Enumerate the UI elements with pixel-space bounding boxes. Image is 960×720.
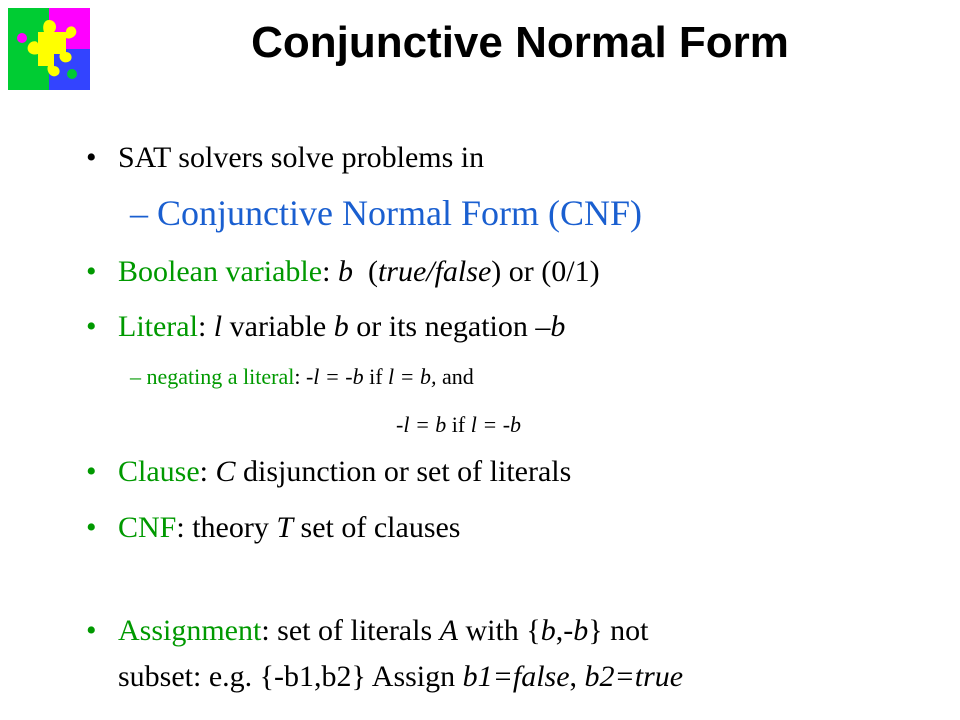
negating-expr1: -l = -b xyxy=(305,364,364,389)
slide-title: Conjunctive Normal Form xyxy=(251,18,789,67)
sat-text: SAT solvers solve problems in xyxy=(118,141,485,174)
bullet-assignment xyxy=(118,614,648,648)
literal-b: b xyxy=(333,310,349,343)
clause-p1: : xyxy=(199,455,216,488)
boolean-term: Boolean variable xyxy=(118,255,323,288)
cnf-p1: : theory xyxy=(176,511,277,544)
negating-line2 xyxy=(396,412,521,438)
clause-term: Clause xyxy=(118,455,200,488)
literal-term: Literal xyxy=(118,310,198,343)
literal-p3: or its negation xyxy=(348,310,536,343)
assignment-p3: ,- xyxy=(555,614,574,647)
bullet-cnf xyxy=(118,511,460,545)
sub-bullet-cnf xyxy=(130,192,642,234)
negating-p3: and xyxy=(436,364,474,389)
clause-c: C xyxy=(215,455,236,488)
cnf-term: CNF xyxy=(118,511,177,544)
boolean-p1: : xyxy=(322,255,338,288)
assignment-term: Assignment xyxy=(118,614,262,647)
bullet-sat xyxy=(118,141,484,175)
literal-p1: : xyxy=(197,310,214,343)
bullet-dot: • xyxy=(86,614,97,647)
cnf-p2: set of clauses xyxy=(293,511,461,544)
bullet-clause xyxy=(118,455,571,489)
assignment-p2: with { xyxy=(457,614,541,647)
bullet-dot: • xyxy=(86,255,97,288)
bullet-dot: • xyxy=(86,455,97,488)
assignment-line2-p2: , xyxy=(569,660,585,693)
boolean-tf: true/false xyxy=(377,255,492,288)
assignment-line2-p1: subset: e.g. {-b1,b2} Assign xyxy=(118,660,463,693)
negating-expr2: l = b, xyxy=(388,364,437,389)
assignment-p1: : set of literals xyxy=(261,614,440,647)
negating-dash: – xyxy=(130,364,141,389)
assignment-b1f: b1=false xyxy=(462,660,570,693)
bullet-boolean xyxy=(118,255,600,289)
negating2-p1: if xyxy=(446,412,471,437)
clause-p2: disjunction or set of literals xyxy=(235,455,572,488)
negating-p2: if xyxy=(363,364,389,389)
cnf-t: T xyxy=(276,511,294,544)
boolean-b: b xyxy=(337,255,353,288)
bullet-literal xyxy=(118,310,565,344)
assignment-line2 xyxy=(118,660,683,694)
literal-nb: –b xyxy=(535,310,566,343)
sub-dash: – xyxy=(130,193,148,233)
cnf-sub-text: Conjunctive Normal Form (CNF) xyxy=(157,193,642,233)
literal-p2: variable xyxy=(222,310,334,343)
assignment-b: b xyxy=(540,614,556,647)
negating2-expr1: -l = b xyxy=(396,412,447,437)
bullet-dot: • xyxy=(86,310,97,343)
bullet-dot: • xyxy=(86,141,97,174)
assignment-b2: b xyxy=(573,614,589,647)
assignment-b2t: b2=true xyxy=(584,660,684,693)
negating-term: negating a literal xyxy=(146,364,295,389)
bullet-dot: • xyxy=(86,511,97,544)
assignment-p4: } not xyxy=(588,614,649,647)
puzzle-logo-icon xyxy=(8,8,90,90)
negating-p1: : xyxy=(294,364,306,389)
boolean-p2: ( xyxy=(352,255,378,288)
negating2-expr2: l = -b xyxy=(470,412,522,437)
boolean-p3: ) or (0/1) xyxy=(491,255,600,288)
assignment-a: A xyxy=(439,614,458,647)
sub-bullet-negating xyxy=(130,364,474,390)
literal-l: l xyxy=(213,310,223,343)
